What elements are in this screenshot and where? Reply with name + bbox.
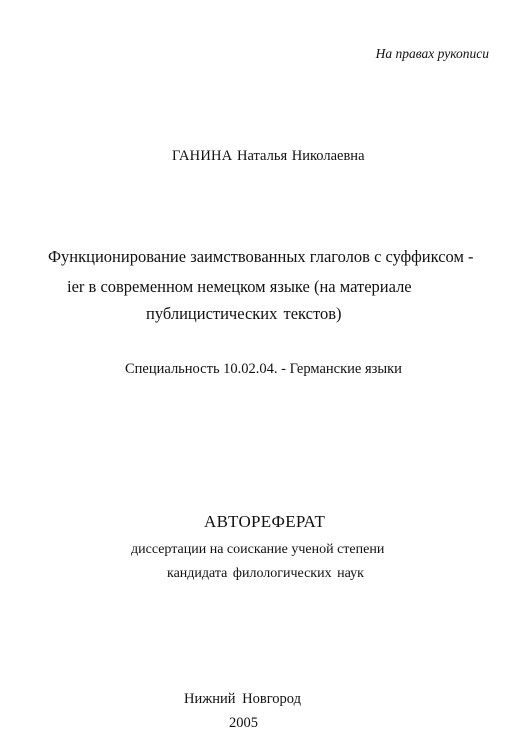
author-surname: ГАНИНА xyxy=(172,148,233,164)
thesis-title-line-1: Функционирование заимствованных глаголов с суффиксом - xyxy=(48,247,474,266)
author-name xyxy=(172,149,365,164)
dissertation-purpose: диссертации на соискание ученой степени xyxy=(131,542,385,557)
academic-degree: кандидата филологических наук xyxy=(167,566,364,581)
author-given-names: Наталья Николаевна xyxy=(237,148,365,164)
publication-year: 2005 xyxy=(229,715,258,731)
specialty-code: Специальность 10.02.04. - Германские языки xyxy=(125,361,402,377)
thesis-title-line-2: ier в современном немецком языке (на материале xyxy=(67,277,412,296)
publication-city: Нижний Новгород xyxy=(184,691,302,707)
document-type-heading: АВТОРЕФЕРАТ xyxy=(204,512,326,531)
thesis-title-line-3: публицистических текстов) xyxy=(146,304,342,323)
manuscript-rights-note: На правах рукописи xyxy=(375,46,489,61)
